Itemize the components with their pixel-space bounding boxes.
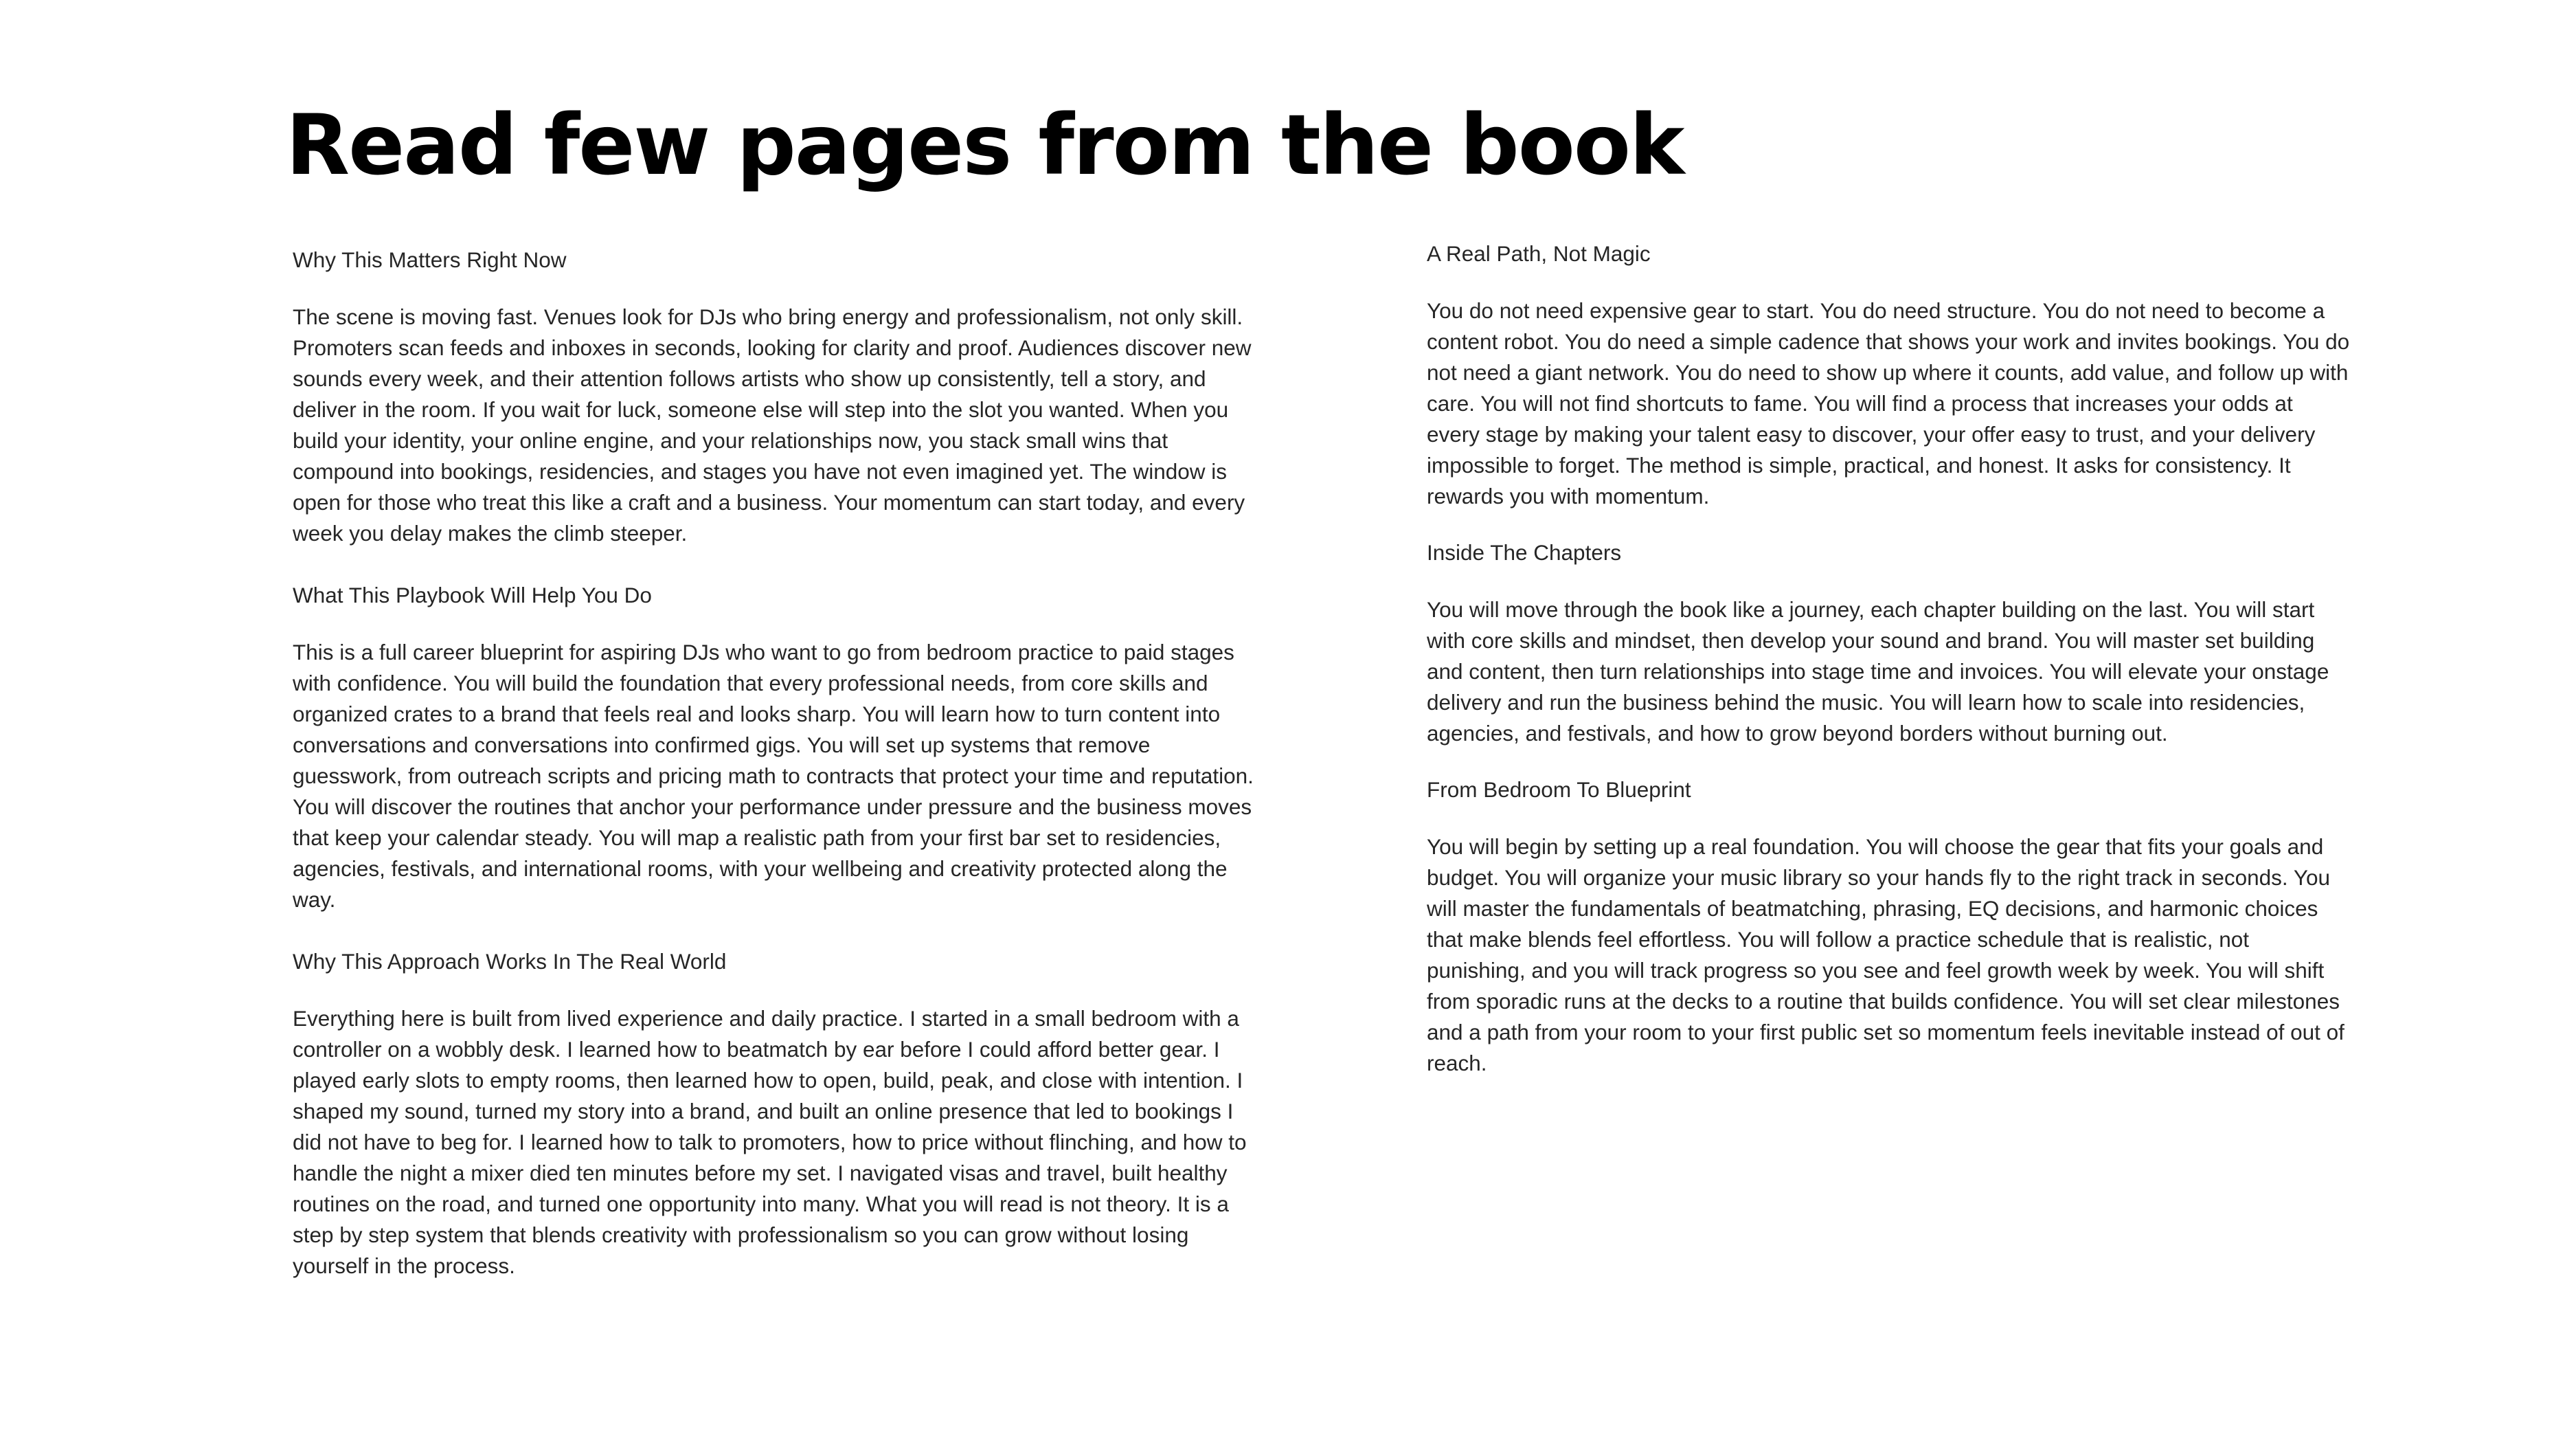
section-paragraph: This is a full career blueprint for aspiring DJs who want to go from bedroom practice to paid stages with confidence. You will build the foundation that every professional needs, from core skills and organized crates to a brand that feels real and looks sharp. You will learn how to turn content into conversations and conversations into confirmed gigs. You will set up systems that remove guesswork, from outreach scripts and pricing math to contracts that protect your time and reputation. You will discover the routines that anchor your performance under pressure and the business moves that keep your calendar steady. You will map a realistic path from your first bar set to residencies, agencies, festivals, and international rooms, with your wellbeing and creativity protected along the way. bbox=[293, 640, 1254, 912]
section-paragraph: The scene is moving fast. Venues look for DJs who bring energy and professionalism, not only skill. Promoters scan feeds and inboxes in seconds, looking for clarity and proof. Audiences discover new sounds every week, and their attention follows artists who show up consistently, tell a story, and deliver in the room. If you wait for luck, someone else will step into the slot you wanted. When you build your identity, your online engine, and your relationships now, you stack small wins that compound into bookings, residencies, and stages you have not even imagined yet. The window is open for those who treat this like a craft and a business. Your momentum can start today, and every week you delay makes the climb steeper. bbox=[293, 304, 1252, 546]
section-paragraph: Everything here is built from lived experience and daily practice. I started in a small bedroom with a controller on a wobbly desk. I learned how to beatmatch by ear before I could afford better gear. I played early slots to empty rooms, then learned how to open, build, peak, and close with intention. I shaped my sound, turned my story into a brand, and built an online presence that led to bookings I did not have to beg for. I learned how to talk to promoters, how to price without flinching, and how to handle the night a mixer died ten minutes before my set. I navigated visas and travel, built healthy routines on the road, and turned one opportunity into many. What you will read is not theory. It is a step by step system that blends creativity with professionalism so you can grow without losing yourself in the process. bbox=[293, 1006, 1247, 1278]
section-heading: A Real Path, Not Magic bbox=[1427, 241, 1651, 266]
section-paragraph: You will move through the book like a journey, each chapter building on the last. You will start with core skills and mindset, then develop your sound and brand. You will master set building and content, then turn relationships into stage time and invoices. You will elevate your onstage delivery and run the business behind the music. You will learn how to scale into residencies, agencies, and festivals, and how to grow beyond borders without burning out. bbox=[1427, 597, 2329, 746]
section-heading: Why This Approach Works In The Real World bbox=[293, 949, 727, 974]
section-heading: Inside The Chapters bbox=[1427, 540, 1622, 565]
section-paragraph: You do not need expensive gear to start. You do need structure. You do not need to become a content robot. You do need a simple cadence that shows your work and invites bookings. You do not need a giant network. You do need to show up where it counts, add value, and follow up with care. You will not find shortcuts to fame. You will find a process that increases your odds at every stage by making your talent easy to discover, your offer easy to trust, and your delivery impossible to forget. The method is simple, practical, and honest. It asks for consistency. It rewards you with momentum. bbox=[1427, 298, 2350, 508]
section-heading: What This Playbook Will Help You Do bbox=[293, 583, 652, 607]
section-heading: Why This Matters Right Now bbox=[293, 247, 567, 272]
page-title: Read few pages from the book bbox=[286, 97, 1684, 194]
section-heading: From Bedroom To Blueprint bbox=[1427, 777, 1691, 802]
section-paragraph: You will begin by setting up a real foundation. You will choose the gear that fits your goals and budget. You will organize your music library so your hands fly to the right track in seconds. You will master the fundamentals of beatmatching, phrasing, EQ decisions, and harmonic choices that make blends feel effortless. You will follow a practice schedule that is realistic, not punishing, and you will track progress so you see and feel growth week by week. You will shift from sporadic runs at the decks to a routine that builds confidence. You will set clear milestones and a path from your room to your first public set so momentum feels inevitable instead of out of reach. bbox=[1427, 834, 2345, 1075]
left-column bbox=[293, 245, 1254, 1282]
right-column bbox=[1427, 238, 2351, 1079]
